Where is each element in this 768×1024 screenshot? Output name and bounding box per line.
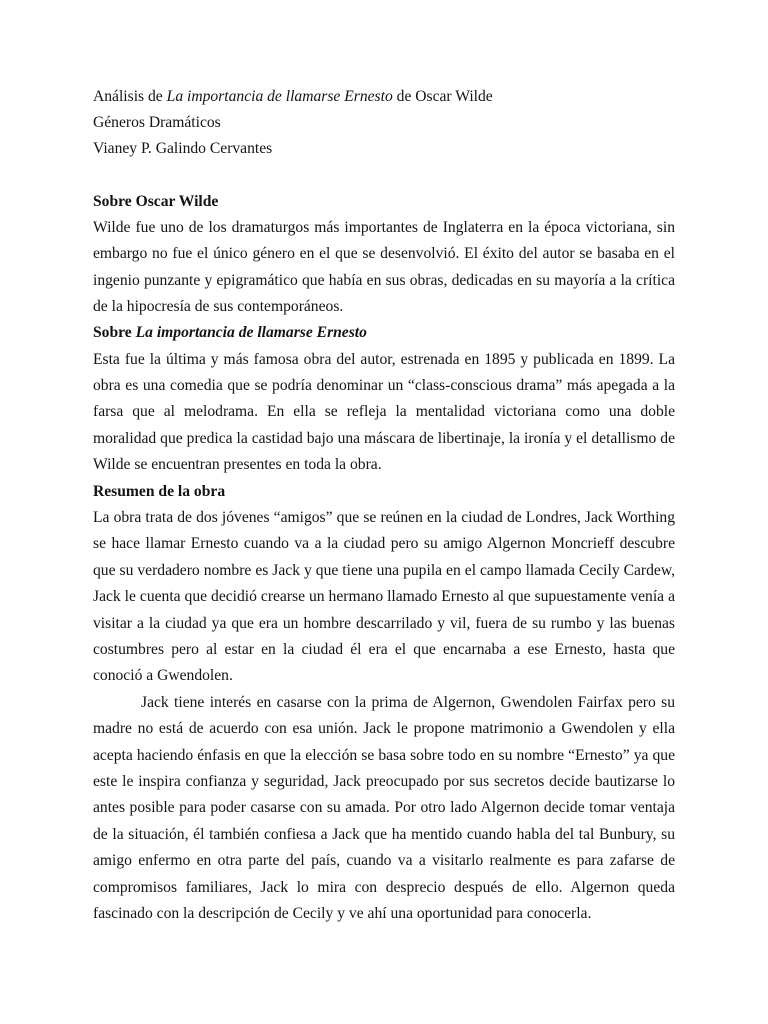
spacer [93, 163, 675, 189]
title-play-name: La importancia de llamarse Ernesto [166, 88, 393, 105]
section-body-play: Esta fue la última y más famosa obra del autor, estrenada en 1895 y publicada en 1899. La obra es una comedia que se podría denominar un “class-conscious drama” más apegada a la farsa que al melodrama. En ella se refleja la mentalidad victoriana como una doble moralidad que predica la castidad bajo una máscara de libertinaje, la ironía y el detallismo de Wilde se encuentran presentes en toda la obra. [93, 350, 675, 474]
title-suffix: de Oscar Wilde [392, 88, 493, 105]
document-title [93, 84, 675, 110]
section-heading-play [93, 320, 675, 346]
heading-play-name: La importancia de llamarse Ernesto [135, 324, 367, 342]
title-prefix: Análisis de [93, 88, 167, 105]
section-heading-summary: Resumen de la obra [93, 482, 226, 500]
summary-paragraph-2: Jack tiene interés en casarse con la prima de Algernon, Gwendolen Fairfax pero su madre no está de acuerdo con esa unión. Jack le propone matrimonio a Gwendolen y ella acepta haciendo énfasis en que la elección se basa sobre todo en su nombre “Ernesto” ya que este le inspira confianza y seguridad, Jack preocupado por sus secretos decide bautizarse lo antes posible para poder casarse con su amada. Por otro lado Algernon decide tomar ventaja de la situación, él también confiesa a Jack que ha mentido cuando habla del tal Bunbury, su amigo enfermo en otra parte del país, cuando va a visitarlo realmente es para zafarse de compromisos familiares, Jack lo mira con desprecio después de ello. Algernon queda fascinado con la descripción de Cecily y ve ahí una oportunidad para conocerla. [93, 693, 675, 922]
heading-prefix: Sobre [93, 324, 136, 342]
course-name: Géneros Dramáticos [93, 114, 221, 132]
summary-paragraph-1: La obra trata de dos jóvenes “amigos” que se reúnen en la ciudad de Londres, Jack Worthing se hace llamar Ernesto cuando va a la ciudad pero su amigo Algernon Moncrieff descubre que su verdadero nombre es Jack y que tiene una pupila en el campo llamada Cecily Cardew, Jack le cuenta que decidió crearse un hermano llamado Ernesto al que supuestamente venía a visitar a la ciudad ya que era un hombre descarrilado y vil, fuera de su rumbo y las buenas costumbres pero al estar en la ciudad él era el que encarnaba a ese Ernesto, hasta que conoció a Gwendolen. [93, 508, 675, 685]
section-heading-wilde: Sobre Oscar Wilde [93, 192, 219, 210]
author-name: Vianey P. Galindo Cervantes [93, 140, 273, 158]
document-page [93, 84, 675, 927]
section-body-wilde: Wilde fue uno de los dramaturgos más importantes de Inglaterra en la época victoriana, sin embargo no fue el único género en el que se desenvolvió. El éxito del autor se basaba en el ingenio punzante y epigramático que había en sus obras, dedicadas en su mayoría a la crítica de la hipocresía de sus contemporáneos. [93, 218, 675, 316]
